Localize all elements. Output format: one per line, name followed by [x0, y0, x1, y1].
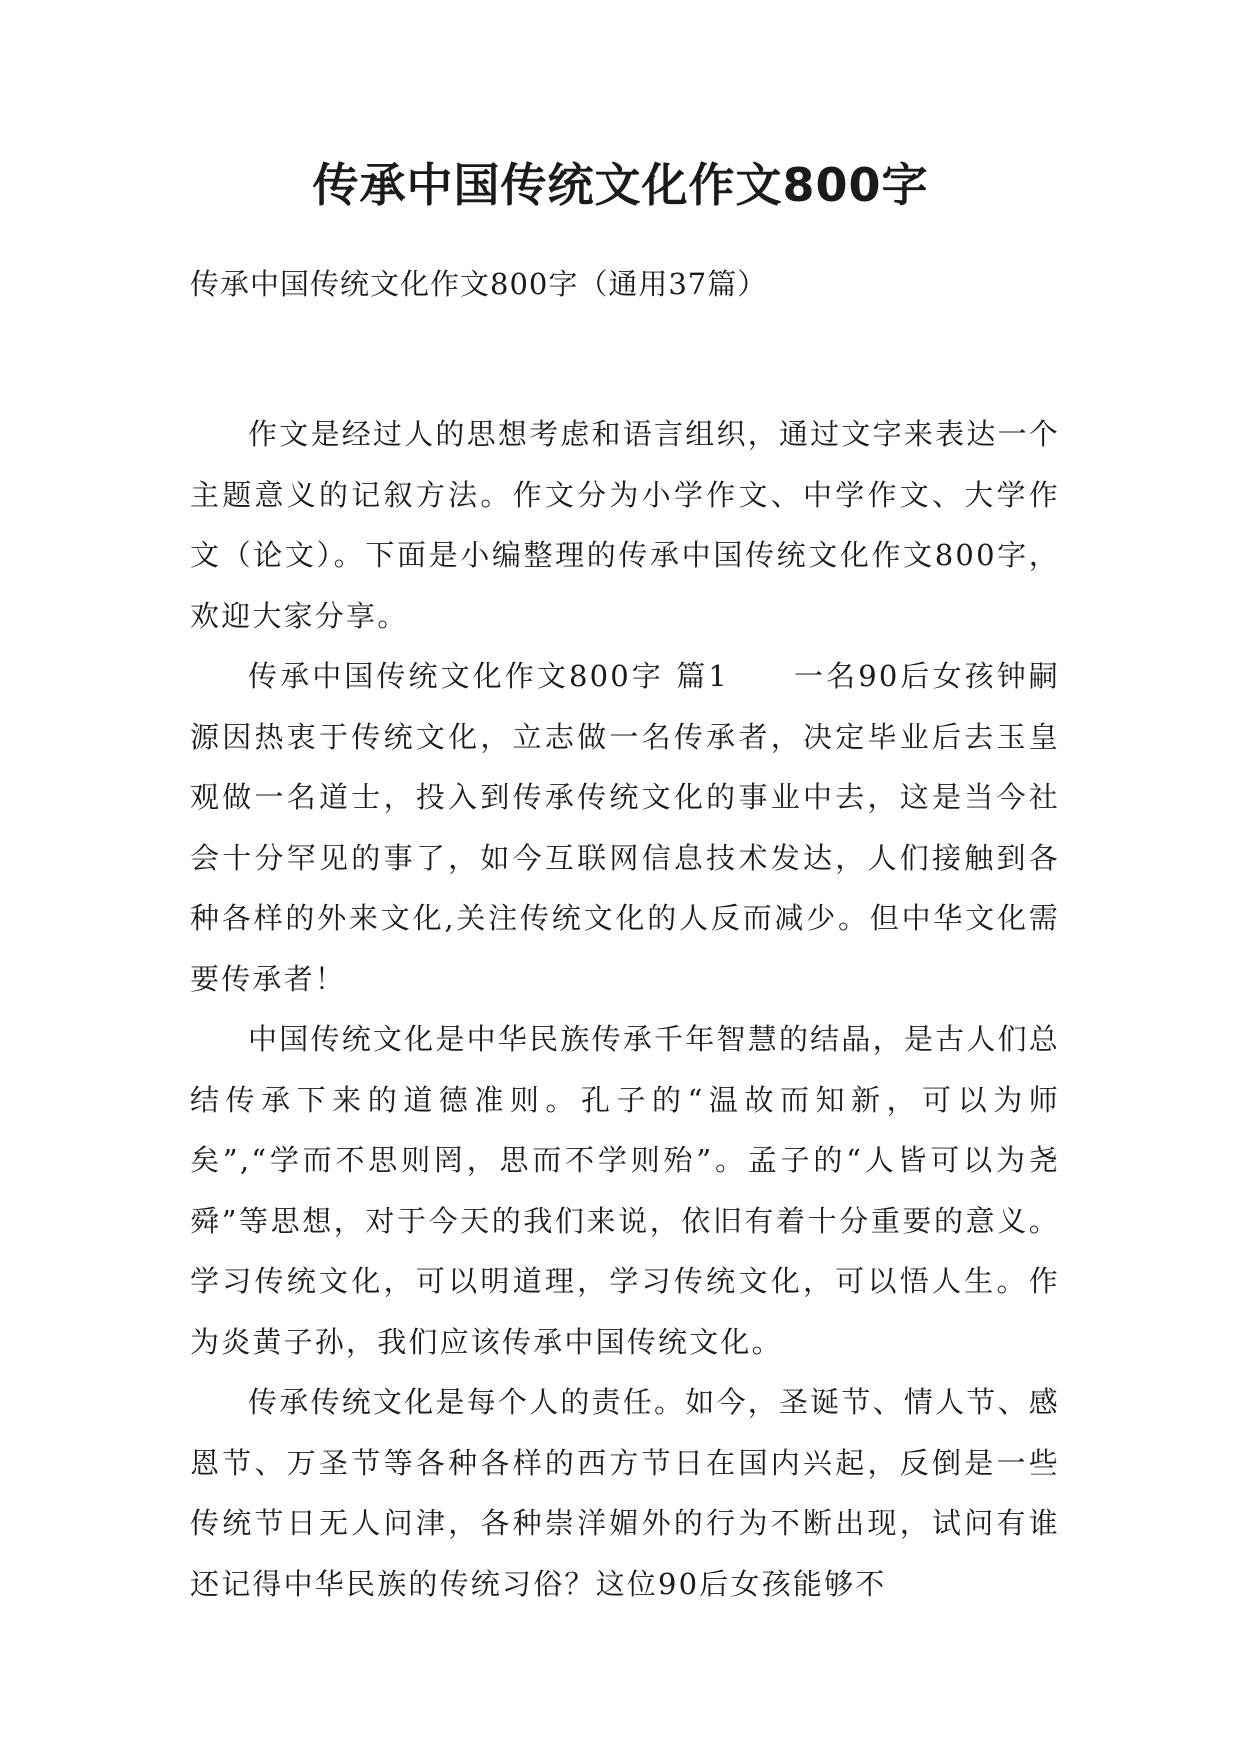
document-title: 传承中国传统文化作文800字: [312, 158, 929, 212]
document-subtitle: 传承中国传统文化作文800字（通用37篇）: [190, 267, 768, 301]
paragraph-responsibility: 传承传统文化是每个人的责任。如今，圣诞节、情人节、感恩节、万圣节等各种各样的西方节日在国内兴起，反倒是一些传统节日无人问津，各种崇洋媚外的行为不断出现，试问有谁还记得中华民族的传统习俗？这位90后女孩能够不: [190, 1385, 1060, 1601]
document-body: [190, 404, 1060, 1614]
paragraph-traditional-culture: 中国传统文化是中华民族传承千年智慧的结晶，是古人们总结传承下来的道德准则。孔子的“温故而知新，可以为师矣”,“学而不思则罔，思而不学则殆”。孟子的“人皆可以为尧舜”等思想，对于今天的我们来说，依旧有着十分重要的意义。学习传统文化，可以明道理，学习传统文化，可以悟人生。作为炎黄子孙，我们应该传承中国传统文化。: [190, 1022, 1060, 1359]
paragraph-essay-1-opening: 传承中国传统文化作文800字 篇1 一名90后女孩钟嗣源因热衷于传统文化，立志做一名传承者，决定毕业后去玉皇观做一名道士，投入到传承传统文化的事业中去，这是当今社会十分罕见的事了，如今互联网信息技术发达，人们接触到各种各样的外来文化,关注传统文化的人反而减少。但中华文化需要传承者！: [190, 659, 1060, 996]
paragraph-intro: 作文是经过人的思想考虑和语言组织，通过文字来表达一个主题意义的记叙方法。作文分为小学作文、中学作文、大学作文（论文）。下面是小编整理的传承中国传统文化作文800字，欢迎大家分享。: [190, 417, 1060, 633]
